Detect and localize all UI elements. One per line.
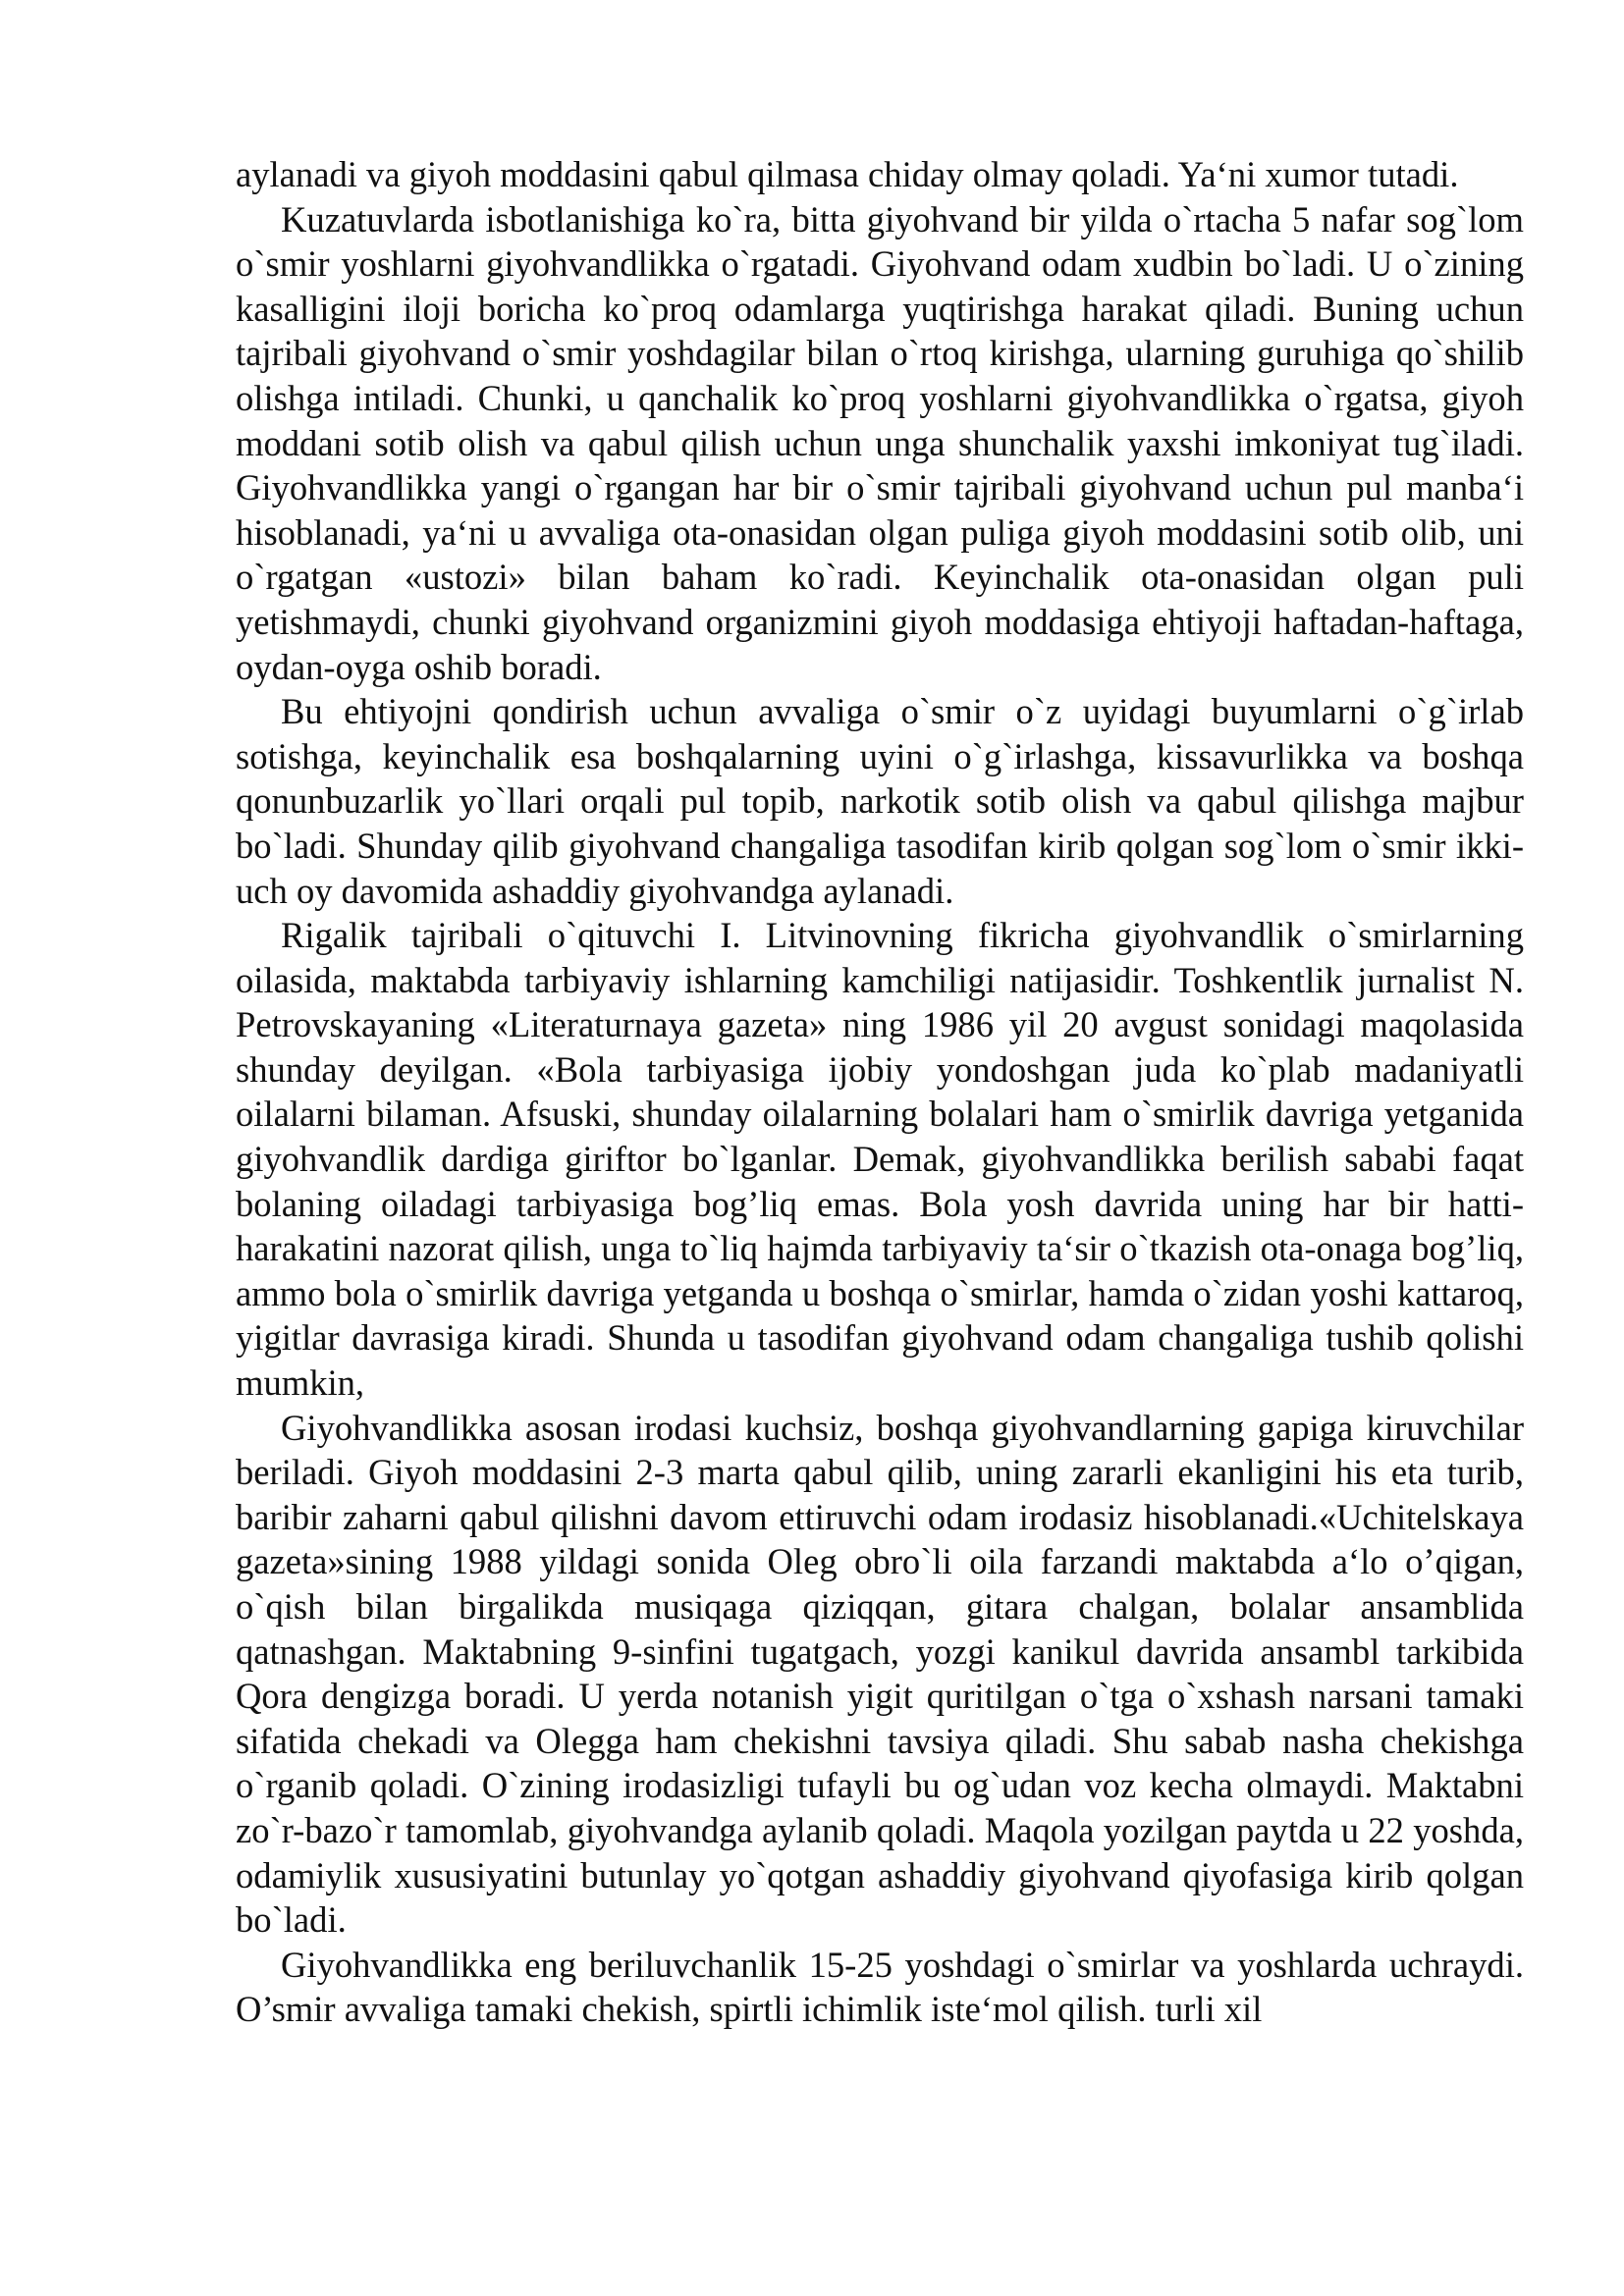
document-page bbox=[236, 152, 1524, 2032]
paragraph-5: Giyohvandlikka asosan irodasi kuchsiz, boshqa giyohvandlarning gapiga kiruvchilar beriladi. Giyoh moddasini 2-3 marta qabul qilib, uning zararli ekanligini his eta turib, baribir zaharni qabul qilishni davom ettiruvchi odam irodasiz hisoblanadi.«Uchitelskaya gazeta»sining 1988 yildagi sonida Oleg obro`li oila farzandi maktabda a‘lo o’qigan, o`qish bilan birgalikda musiqaga qiziqqan, gitara chalgan, bolalar ansamblida qatnashgan. Maktabning 9-sinfini tugatgach, yozgi kanikul davrida ansambl tarkibida Qora dengizga boradi. U yerda notanish yigit quritilgan o`tga o`xshash narsani tamaki sifatida chekadi va Olegga ham chekishni tavsiya qiladi. Shu sabab nasha chekishga o`rganib qoladi. O`zining irodasizligi tufayli bu og`udan voz kecha olmaydi. Maktabni zo`r-bazo`r tamomlab, giyohvandga aylanib qoladi. Maqola yozilgan paytda u 22 yoshda, odamiylik xususiyatini butunlay yo`qotgan ashaddiy giyohvand qiyofasiga kirib qolgan bo`ladi. bbox=[236, 1407, 1524, 1941]
paragraph-1: aylanadi va giyoh moddasini qabul qilmasa chiday olmay qoladi. Ya‘ni xumor tutadi. bbox=[236, 154, 1459, 194]
paragraph-6: Giyohvandlikka eng beriluvchanlik 15-25 yoshdagi o`smirlar va yoshlarda uchraydi. O’smir avvaliga tamaki chekish, spirtli ichimlik iste‘mol qilish. turli xil bbox=[236, 1944, 1524, 2030]
paragraph-3: Bu ehtiyojni qondirish uchun avvaliga o`smir o`z uyidagi buyumlarni o`g`irlab sotishga, keyinchalik esa boshqalarning uyini o`g`irlashga, kissavurlikka va boshqa qonunbuzarlik yo`llari orqali pul topib, narkotik sotib olish va qabul qilishga majbur bo`ladi. Shunday qilib giyohvand changaliga tasodifan kirib qolgan sog`lom o`smir ikki-uch oy davomida ashaddiy giyohvandga aylanadi. bbox=[236, 691, 1524, 911]
paragraph-4: Rigalik tajribali o`qituvchi I. Litvinovning fikricha giyohvandlik o`smirlarning oilasida, maktabda tarbiyaviy ishlarning kamchiligi natijasidir. Toshkentlik jurnalist N. Petrovskayaning «Literaturnaya gazeta» ning 1986 yil 20 avgust sonidagi maqolasida shunday deyilgan. «Bola tarbiyasiga ijobiy yondoshgan juda ko`plab madaniyatli oilalarni bilaman. Afsuski, shunday oilalarning bolalari ham o`smirlik davriga yetganida giyohvandlik dardiga giriftor bo`lganlar. Demak, giyohvandlikka berilish sababi faqat bolaning oiladagi tarbiyasiga bog’liq emas. Bola yosh davrida uning har bir hatti-harakatini nazorat qilish, unga to`liq hajmda tarbiyaviy ta‘sir o`tkazish ota-onaga bog’liq, ammo bola o`smirlik davriga yetganda u boshqa o`smirlar, hamda o`zidan yoshi kattaroq, yigitlar davrasiga kiradi. Shunda u tasodifan giyohvand odam changaliga tushib qolishi mumkin, bbox=[236, 915, 1524, 1404]
paragraph-2: Kuzatuvlarda isbotlanishiga ko`ra, bitta giyohvand bir yilda o`rtacha 5 nafar sog`lom o`smir yoshlarni giyohvandlikka o`rgatadi. Giyohvand odam xudbin bo`ladi. U o`zining kasalligini iloji boricha ko`proq odamlarga yuqtirishga harakat qiladi. Buning uchun tajribali giyohvand o`smir yoshdagilar bilan o`rtoq kirishga, ularning guruhiga qo`shilib olishga intiladi. Chunki, u qanchalik ko`proq yoshlarni giyohvandlikka o`rgatsa, giyoh moddani sotib olish va qabul qilish uchun unga shunchalik yaxshi imkoniyat tug`iladi. Giyohvandlikka yangi o`rgangan har bir o`smir tajribali giyohvand uchun pul manba‘i hisoblanadi, ya‘ni u avvaliga ota-onasidan olgan puliga giyoh moddasini sotib olib, uni o`rgatgan «ustozi» bilan baham ko`radi. Keyinchalik ota-onasidan olgan puli yetishmaydi, chunki giyohvand organizmini giyoh moddasiga ehtiyoji haftadan-haftaga, oydan-oyga oshib boradi. bbox=[236, 198, 1524, 687]
